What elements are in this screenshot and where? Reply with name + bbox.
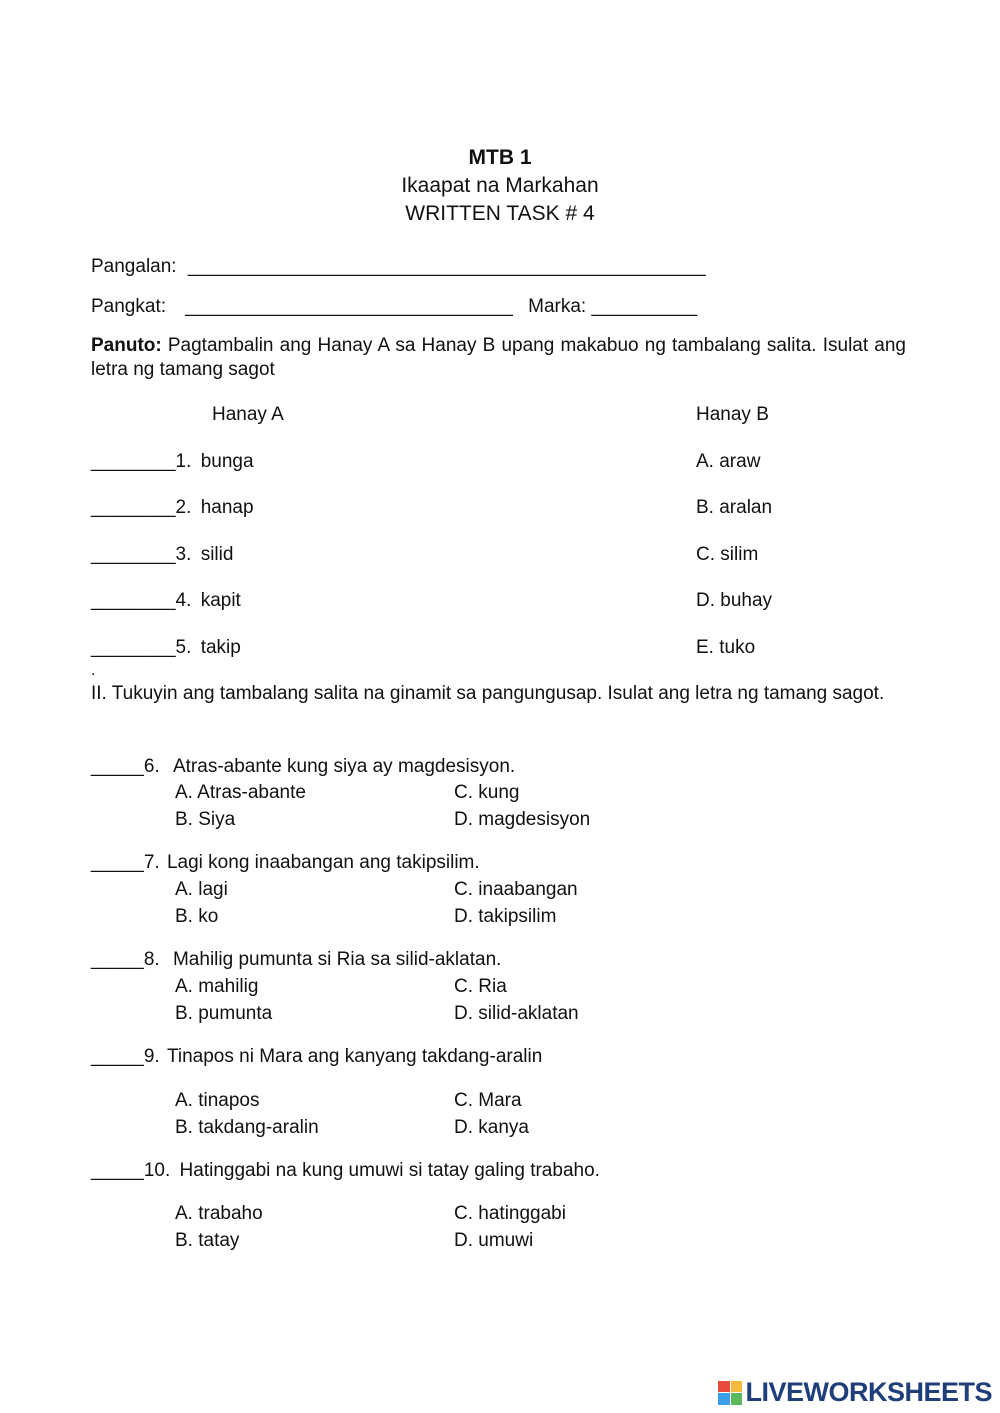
question-text: Tinapos ni Mara ang kanyang takdang-aralin — [166, 1046, 543, 1067]
question-8 — [91, 949, 501, 971]
question-7 — [91, 852, 480, 874]
answer-blank[interactable]: ________ — [91, 590, 176, 611]
question-10 — [91, 1160, 600, 1182]
question-9 — [91, 1046, 542, 1068]
answer-blank[interactable]: ________ — [91, 544, 176, 565]
choice-b: B. Siya — [175, 809, 236, 830]
question-number: 6. — [143, 756, 160, 777]
item-word: kapit — [200, 590, 241, 611]
choice-a: A. trabaho — [175, 1203, 263, 1224]
item-number: 3. — [175, 544, 192, 565]
instructions — [91, 334, 906, 382]
question-text: Atras-abante kung siya ay magdesisyon. — [172, 756, 516, 777]
choice-b: B. tatay — [175, 1230, 240, 1251]
match-item-2 — [91, 497, 254, 519]
choice-c: C. kung — [454, 782, 520, 803]
section-blank[interactable]: _______________________________ — [185, 296, 513, 317]
question-text: Mahilig pumunta si Ria sa silid-aklatan. — [172, 949, 502, 970]
question-6 — [91, 756, 515, 778]
question-text: Lagi kong inaabangan ang takipsilim. — [166, 852, 480, 873]
item-word: bunga — [200, 451, 254, 472]
item-number: 4. — [175, 590, 192, 611]
match-option-c: C. silim — [696, 544, 759, 565]
score-blank[interactable]: __________ — [591, 296, 698, 317]
brand-name: LIVEWORKSHEETS — [745, 1377, 992, 1407]
question-text: Hatinggabi na kung umuwi si tatay galing trabaho. — [179, 1160, 600, 1181]
question-number: 7. — [143, 852, 160, 873]
match-option-a: A. araw — [696, 451, 761, 472]
choice-d: D. magdesisyon — [454, 809, 591, 830]
choice-a: A. mahilig — [175, 976, 259, 997]
answer-blank[interactable]: _____ — [91, 1160, 144, 1181]
item-number: 5. — [175, 637, 192, 658]
choice-b: B. pumunta — [175, 1003, 273, 1024]
item-number: 1. — [175, 451, 192, 472]
quarter-title: Ikaapat na Markahan — [401, 174, 599, 197]
choice-c: C. Ria — [454, 976, 507, 997]
question-number: 9. — [143, 1046, 160, 1067]
answer-blank[interactable]: _____ — [91, 852, 144, 873]
item-word: takip — [200, 637, 241, 658]
choice-d: D. kanya — [454, 1117, 529, 1138]
liveworksheets-mark-icon — [718, 1381, 742, 1405]
score-label: Marka: — [528, 296, 587, 317]
choice-c: C. Mara — [454, 1090, 522, 1111]
choice-d: D. takipsilim — [454, 906, 557, 927]
section-label: Pangkat: — [91, 296, 166, 317]
choice-c: C. hatinggabi — [454, 1203, 566, 1224]
instructions-label: Panuto: — [91, 335, 162, 356]
match-item-3 — [91, 544, 233, 566]
item-number: 2. — [175, 497, 192, 518]
choice-d: D. silid-aklatan — [454, 1003, 579, 1024]
column-b-header: Hanay B — [696, 404, 769, 425]
match-item-5 — [91, 637, 241, 659]
name-row — [91, 256, 706, 278]
answer-blank[interactable]: _____ — [91, 1046, 144, 1067]
name-blank[interactable]: _________________________________________________ — [187, 256, 706, 277]
stray-dot: . — [91, 662, 96, 679]
match-option-e: E. tuko — [696, 637, 756, 658]
match-item-1 — [91, 451, 254, 473]
task-title: WRITTEN TASK # 4 — [405, 202, 595, 225]
answer-blank[interactable]: ________ — [91, 637, 176, 658]
answer-blank[interactable]: ________ — [91, 497, 176, 518]
column-a-header: Hanay A — [212, 404, 284, 425]
item-word: silid — [200, 544, 234, 565]
match-item-4 — [91, 590, 241, 612]
choice-a: A. lagi — [175, 879, 228, 900]
course-title: MTB 1 — [468, 146, 532, 169]
answer-blank[interactable]: ________ — [91, 451, 176, 472]
match-option-d: D. buhay — [696, 590, 773, 611]
liveworksheets-logo[interactable] — [718, 1377, 992, 1408]
section-row — [91, 296, 697, 318]
answer-blank[interactable]: _____ — [91, 756, 144, 777]
choice-b: B. ko — [175, 906, 219, 927]
choice-a: A. tinapos — [175, 1090, 260, 1111]
choice-b: B. takdang-aralin — [175, 1117, 319, 1138]
choice-c: C. inaabangan — [454, 879, 578, 900]
item-word: hanap — [200, 497, 254, 518]
question-number: 10. — [143, 1160, 171, 1181]
answer-blank[interactable]: _____ — [91, 949, 144, 970]
choice-d: D. umuwi — [454, 1230, 534, 1251]
instructions-text: Pagtambalin ang Hanay A sa Hanay B upang makabuo ng tambalang salita. Isulat ang letra ng tamang sagot — [91, 335, 906, 380]
part2-instructions: II. Tukuyin ang tambalang salita na ginamit sa pangungusap. Isulat ang letra ng tamang sagot. — [91, 683, 885, 704]
choice-a: A. Atras-abante — [175, 782, 306, 803]
name-label: Pangalan: — [91, 256, 177, 277]
question-number: 8. — [143, 949, 160, 970]
match-option-b: B. aralan — [696, 497, 773, 518]
